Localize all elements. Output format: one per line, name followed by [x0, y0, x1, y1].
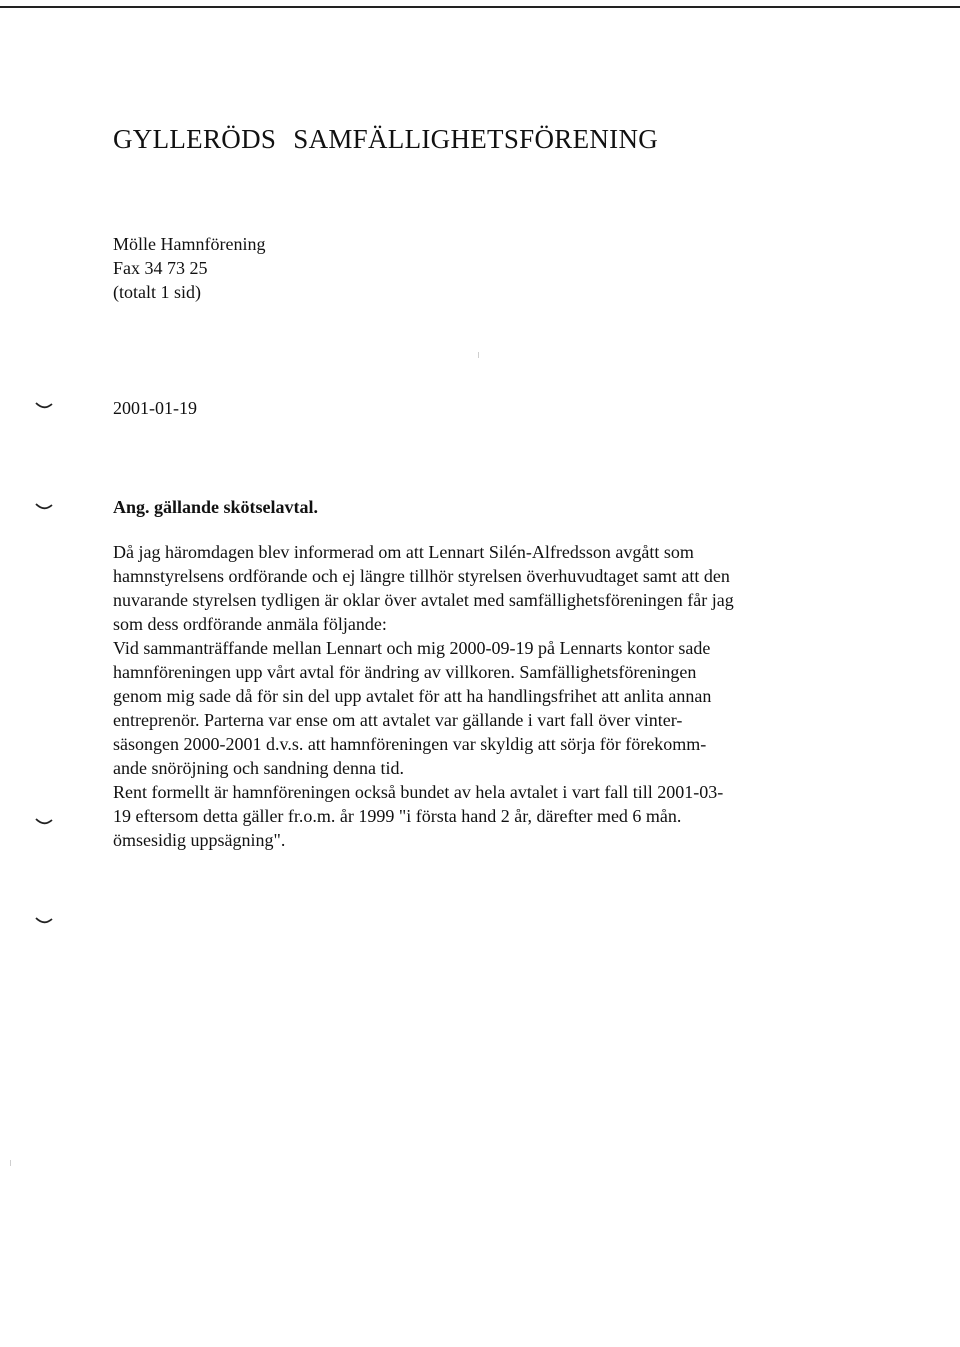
margin-tick-icon — [35, 503, 53, 512]
margin-tick-icon — [35, 402, 53, 411]
body-line: Rent formellt är hamnföreningen också bundet av hela avtalet i vart fall till 2001-03- — [113, 782, 724, 802]
body-line: 19 eftersom detta gäller fr.o.m. år 1999 "i första hand 2 år, därefter med 6 mån. — [113, 806, 682, 826]
scan-speck — [478, 352, 479, 358]
body-line: genom mig sade då för sin del upp avtalet för att ha handlingsfrihet att anlita annan — [113, 686, 712, 706]
page-count-note: (totalt 1 sid) — [113, 282, 201, 302]
body-line: entreprenör. Parterna var ense om att avtalet var gällande i vart fall över vinter- — [113, 710, 683, 730]
body-line: hamnföreningen upp vårt avtal för ändring av villkoren. Samfällighetsföreningen — [113, 662, 697, 682]
letter-subject: Ang. gällande skötselavtal. — [113, 497, 319, 517]
letter-body — [113, 540, 853, 852]
letterhead-title: GYLLERÖDS SAMFÄLLIGHETSFÖRENING — [113, 124, 659, 154]
body-line: ande snöröjning och sandning denna tid. — [113, 758, 404, 778]
body-line: hamnstyrelsens ordförande och ej längre tillhör styrelsen överhuvudtaget samt att den — [113, 566, 730, 586]
scan-speck — [10, 1160, 11, 1166]
page-top-rule — [0, 6, 960, 8]
body-line: nuvarande styrelsen tydligen är oklar över avtalet med samfällighetsföreningen får jag — [113, 590, 734, 610]
letter-date: 2001-01-19 — [113, 398, 197, 418]
margin-tick-icon — [35, 917, 53, 926]
body-line: Då jag häromdagen blev informerad om att Lennart Silén-Alfredsson avgått som — [113, 542, 694, 562]
body-line: Vid sammanträffande mellan Lennart och mig 2000-09-19 på Lennarts kontor sade — [113, 638, 711, 658]
margin-tick-icon — [35, 818, 53, 827]
body-line: säsongen 2000-2001 d.v.s. att hamnföreningen var skyldig att sörja för förekomm- — [113, 734, 707, 754]
body-line: som dess ordförande anmäla följande: — [113, 614, 387, 634]
recipient-fax: Fax 34 73 25 — [113, 258, 208, 278]
recipient-name: Mölle Hamnförening — [113, 234, 266, 254]
recipient-block — [113, 232, 265, 304]
body-line: ömsesidig uppsägning". — [113, 830, 286, 850]
